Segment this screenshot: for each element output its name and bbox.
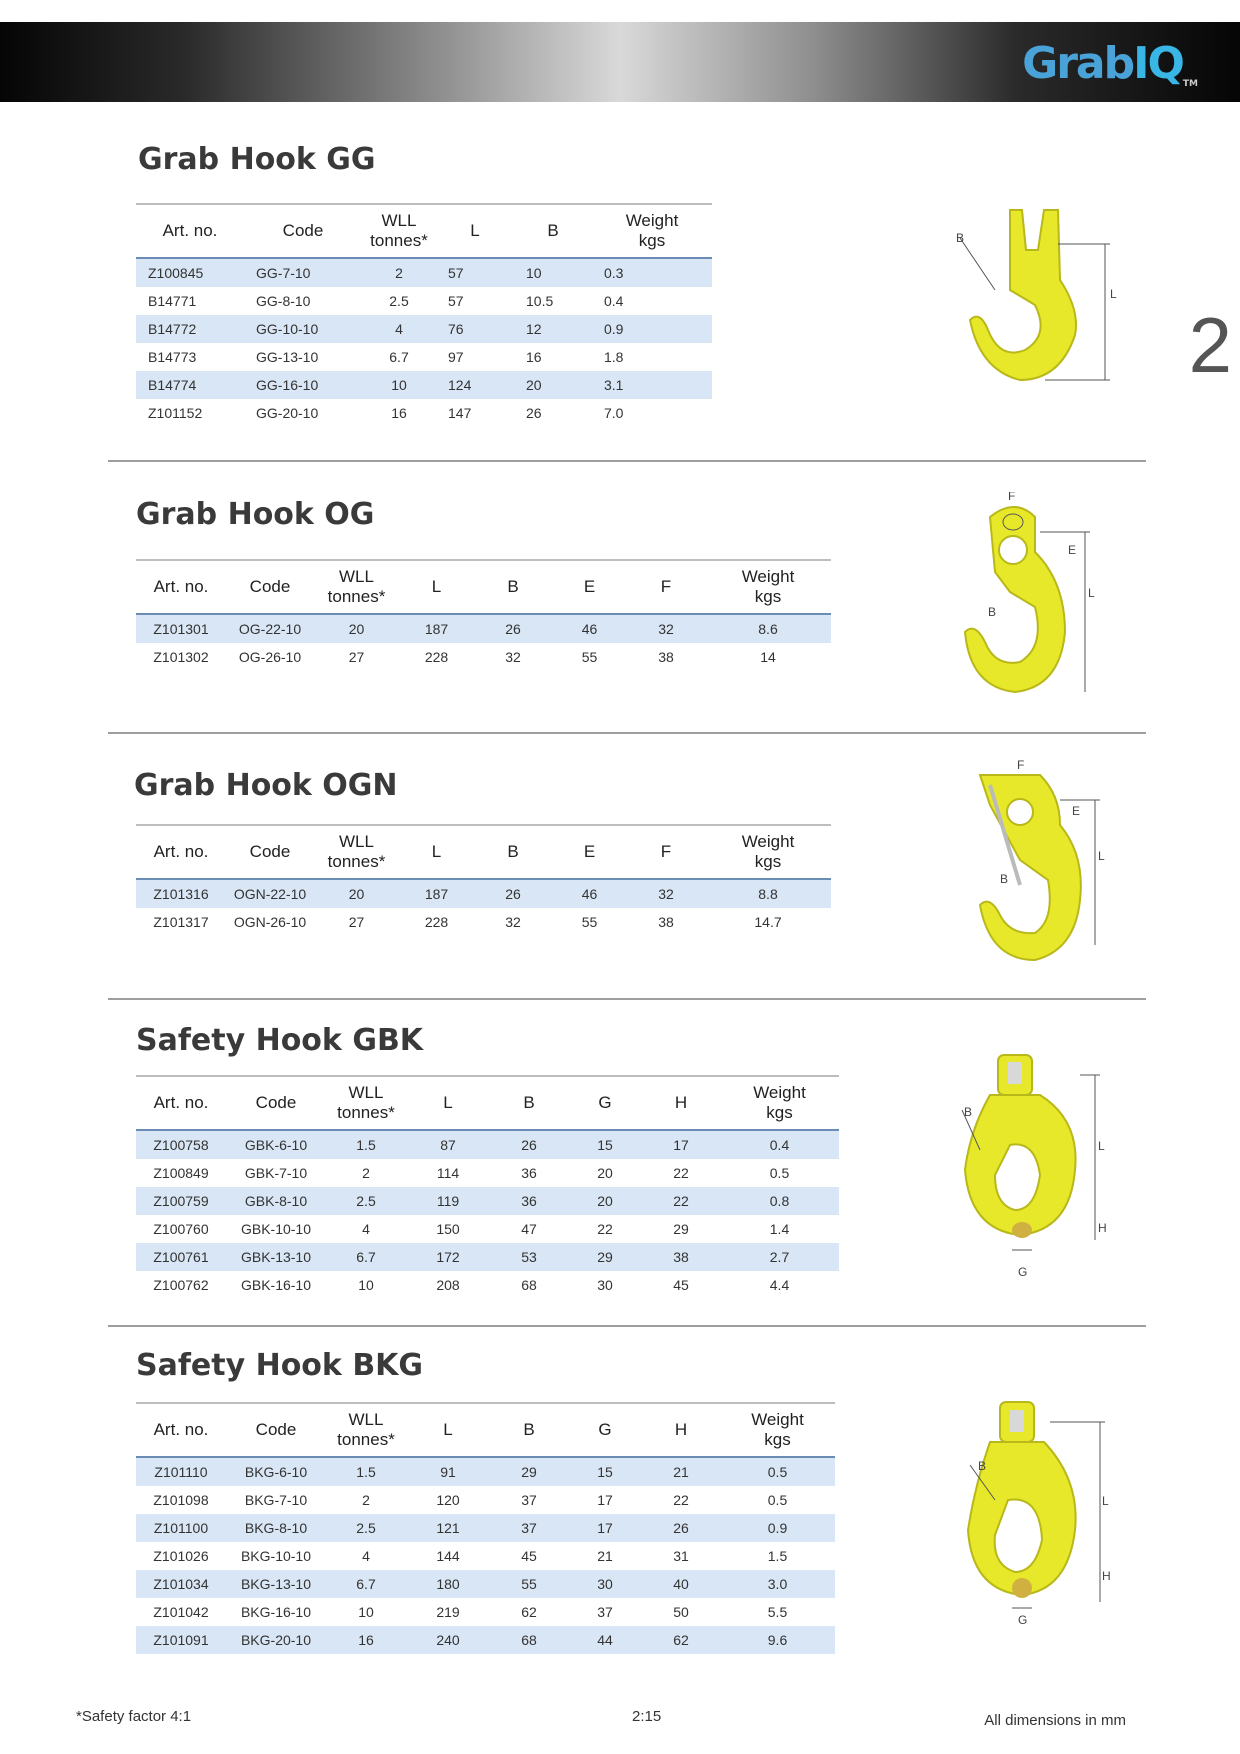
table-cell: 2 [362, 1492, 370, 1508]
section-title-ogn: Grab Hook OGN [134, 768, 398, 803]
table-cell: 21 [597, 1548, 613, 1564]
table-cell: 6.7 [389, 349, 409, 365]
table-cell: Z100845 [148, 265, 204, 281]
table-cell: 32 [658, 621, 674, 637]
column-header: B [507, 577, 519, 596]
table-row [136, 879, 831, 908]
table-cell: 62 [521, 1604, 537, 1620]
table-cell: 240 [436, 1632, 460, 1648]
table-cell: 30 [597, 1277, 613, 1293]
table-cell: OGN-26-10 [233, 914, 307, 930]
table-cell: 20 [348, 621, 365, 637]
table-cell: 0.5 [769, 1165, 790, 1181]
table-cell: OG-26-10 [238, 649, 302, 665]
column-header: G [598, 1093, 612, 1112]
table-cell: 0.9 [604, 321, 624, 337]
table-row [136, 614, 831, 643]
dim-label-e: E [1072, 804, 1081, 818]
table-cell: GG-20-10 [256, 405, 319, 421]
table-cell: 22 [673, 1165, 689, 1181]
table-cell: Z100759 [153, 1193, 209, 1209]
table-cell: 1.5 [356, 1464, 376, 1480]
table-cell: GBK-16-10 [240, 1277, 312, 1293]
dim-label-f: F [1017, 758, 1025, 772]
table-cell: BKG-6-10 [244, 1464, 308, 1480]
column-header: B [523, 1093, 535, 1112]
table-cell: 0.8 [769, 1193, 790, 1209]
table-cell: 37 [521, 1492, 537, 1508]
dim-label-l: L [1098, 1139, 1105, 1153]
table-cell: 46 [581, 886, 598, 902]
table-cell: 36 [521, 1165, 537, 1181]
section-title-og: Grab Hook OG [136, 497, 375, 532]
table-cell: 4 [395, 321, 403, 337]
table-cell: GBK-8-10 [244, 1193, 308, 1209]
table-cell: 187 [424, 886, 449, 902]
hook-illustration-bkg [950, 1390, 1130, 1630]
table-cell: 7.0 [604, 405, 624, 421]
table-cell: Z100762 [153, 1277, 209, 1293]
column-header: Weight kgs [751, 1410, 804, 1449]
column-header: B [507, 842, 519, 861]
section-divider [108, 732, 1146, 734]
table-row [136, 1570, 835, 1598]
hook-illustration-ogn [960, 755, 1120, 967]
column-header: Code [255, 1093, 297, 1112]
column-header: F [660, 577, 672, 596]
table-cell: 16 [358, 1632, 374, 1648]
dim-label-l: L [1110, 287, 1117, 301]
table-cell: 150 [436, 1221, 460, 1237]
section-divider [108, 998, 1146, 1000]
table-cell: 187 [424, 621, 449, 637]
table-cell: Z100760 [153, 1221, 209, 1237]
table-cell: 44 [597, 1632, 613, 1648]
dim-label-g: G [1018, 1265, 1028, 1279]
footer-page-number: 2:15 [632, 1708, 662, 1725]
table-cell: 53 [521, 1249, 537, 1265]
table-row [136, 643, 831, 671]
table-cell: 228 [424, 914, 449, 930]
section-divider [108, 1325, 1146, 1327]
table-cell: B14772 [148, 321, 197, 337]
dim-label-b: B [978, 1459, 987, 1473]
table-cell: 21 [673, 1464, 689, 1480]
table-cell: OG-22-10 [238, 621, 302, 637]
table-row [136, 1243, 839, 1271]
table-cell: 119 [436, 1193, 460, 1209]
table-row [136, 1215, 839, 1243]
table-cell: BKG-20-10 [240, 1632, 312, 1648]
table-cell: 27 [348, 914, 365, 930]
table-cell: 4 [362, 1221, 370, 1237]
column-header: Code [255, 1420, 297, 1439]
table-row [136, 1542, 835, 1570]
table-cell: 57 [448, 293, 464, 309]
spec-table-ogn [136, 824, 831, 936]
table-cell: 68 [521, 1277, 537, 1293]
column-header: Code [249, 842, 291, 861]
table-cell: Z101152 [148, 405, 203, 421]
hook-illustration-og [950, 492, 1110, 704]
dim-label-h: H [1102, 1569, 1111, 1583]
table-cell: BKG-10-10 [240, 1548, 312, 1564]
footer-dimensions-note: All dimensions in mm [984, 1712, 1126, 1729]
table-cell: 12 [526, 321, 542, 337]
table-header-row [136, 1076, 839, 1130]
dim-label-g: G [1018, 1613, 1028, 1627]
table-cell: 0.5 [767, 1492, 788, 1508]
spec-table-gbk [136, 1075, 839, 1299]
table-cell: 22 [673, 1492, 689, 1508]
table-row [136, 1271, 839, 1299]
table-cell: 50 [673, 1604, 689, 1620]
table-cell: 97 [448, 349, 464, 365]
column-header: H [674, 1420, 688, 1439]
brand-logo: GrabIQTM [1022, 38, 1198, 89]
table-cell: Z101098 [153, 1492, 209, 1508]
dim-label-h: H [1098, 1221, 1107, 1235]
table-cell: 87 [440, 1137, 456, 1153]
table-cell: 38 [673, 1249, 689, 1265]
table-cell: 180 [436, 1576, 460, 1592]
table-cell: 38 [658, 914, 674, 930]
table-cell: 10 [358, 1277, 374, 1293]
table-cell: GBK-13-10 [240, 1249, 312, 1265]
dim-label-f: F [1008, 492, 1016, 503]
table-cell: 2.5 [356, 1193, 376, 1209]
table-cell: 47 [521, 1221, 537, 1237]
table-cell: GBK-10-10 [240, 1221, 312, 1237]
section-divider [108, 460, 1146, 462]
table-cell: 15 [597, 1137, 613, 1153]
table-cell: 172 [436, 1249, 460, 1265]
table-cell: 2.5 [356, 1520, 376, 1536]
table-cell: 0.9 [767, 1520, 788, 1536]
table-cell: GG-8-10 [256, 293, 311, 309]
table-cell: 2 [395, 265, 403, 281]
column-header: Art. no. [153, 1420, 209, 1439]
column-header: Art. no. [153, 842, 209, 861]
table-cell: 0.4 [769, 1137, 790, 1153]
table-cell: 0.5 [767, 1464, 788, 1480]
table-header-row [136, 825, 831, 879]
column-header: Art. no. [153, 1093, 209, 1112]
column-header: WLL tonnes* [370, 211, 428, 250]
dim-label-l: L [1088, 586, 1095, 600]
table-cell: 40 [673, 1576, 689, 1592]
table-cell: 4.4 [769, 1277, 790, 1293]
table-cell: 31 [673, 1548, 689, 1564]
table-cell: 91 [440, 1464, 456, 1480]
table-cell: Z100849 [153, 1165, 209, 1181]
column-header: WLL tonnes* [327, 832, 386, 871]
table-cell: 32 [505, 914, 521, 930]
table-cell: 55 [581, 649, 598, 665]
table-cell: 32 [658, 886, 674, 902]
table-cell: Z101316 [153, 886, 209, 902]
column-header: Weight kgs [753, 1083, 806, 1122]
table-cell: OGN-22-10 [233, 886, 307, 902]
spec-table-og [136, 559, 831, 671]
table-cell: 208 [436, 1277, 460, 1293]
table-cell: 15 [597, 1464, 613, 1480]
column-header: WLL tonnes* [327, 567, 386, 606]
table-cell: 8.8 [758, 886, 778, 902]
table-row [136, 1598, 835, 1626]
table-cell: 6.7 [356, 1576, 376, 1592]
table-cell: 45 [673, 1277, 689, 1293]
table-cell: 8.6 [758, 621, 778, 637]
column-header: E [583, 577, 596, 596]
table-cell: 10 [358, 1604, 374, 1620]
table-cell: BKG-13-10 [240, 1576, 312, 1592]
dim-label-e: E [1068, 543, 1077, 557]
table-row [136, 287, 712, 315]
table-row [136, 1187, 839, 1215]
table-cell: BKG-7-10 [244, 1492, 308, 1508]
table-cell: 20 [526, 377, 542, 393]
table-cell: Z101302 [153, 649, 209, 665]
table-cell: 1.5 [356, 1137, 376, 1153]
table-row [136, 1130, 839, 1159]
table-cell: B14771 [148, 293, 197, 309]
table-cell: 20 [597, 1165, 613, 1181]
table-cell: 68 [521, 1632, 537, 1648]
table-cell: 2 [362, 1165, 370, 1181]
column-header: L [431, 577, 442, 596]
table-cell: 3.1 [604, 377, 624, 393]
table-cell: 10 [526, 265, 542, 281]
table-cell: Z101034 [153, 1576, 209, 1592]
table-cell: 26 [521, 1137, 537, 1153]
table-cell: Z100761 [153, 1249, 209, 1265]
table-cell: 14 [760, 649, 776, 665]
column-header: Art. no. [153, 577, 209, 596]
table-cell: 6.7 [356, 1249, 376, 1265]
hook-illustration-gbk [950, 1050, 1130, 1282]
table-cell: 0.3 [604, 265, 624, 281]
table-cell: 57 [448, 265, 464, 281]
table-cell: GBK-7-10 [244, 1165, 308, 1181]
table-cell: 17 [597, 1492, 613, 1508]
column-header: L [443, 1420, 453, 1439]
table-cell: 27 [348, 649, 365, 665]
table-cell: 0.4 [604, 293, 624, 309]
column-header: L [431, 842, 442, 861]
table-cell: 2.5 [389, 293, 409, 309]
table-cell: 4 [362, 1548, 370, 1564]
column-header: Weight kgs [741, 832, 795, 871]
dim-label-b: B [956, 231, 965, 245]
section-title-gbk: Safety Hook GBK [136, 1023, 424, 1058]
table-cell: 17 [673, 1137, 689, 1153]
table-cell: 124 [448, 377, 472, 393]
table-cell: Z101301 [153, 621, 209, 637]
table-cell: 10 [391, 377, 407, 393]
table-cell: GG-10-10 [256, 321, 319, 337]
table-cell: 10.5 [526, 293, 554, 309]
table-cell: 22 [597, 1221, 613, 1237]
column-header: WLL tonnes* [337, 1083, 395, 1122]
table-cell: B14774 [148, 377, 197, 393]
table-row [136, 1457, 835, 1486]
footer-safety-factor: *Safety factor 4:1 [76, 1708, 192, 1725]
table-cell: B14773 [148, 349, 197, 365]
spec-table-gg [136, 203, 712, 427]
table-row [136, 908, 831, 936]
table-row [136, 315, 712, 343]
table-cell: 17 [597, 1520, 613, 1536]
section-title-bkg: Safety Hook BKG [136, 1348, 424, 1383]
dim-label-l: L [1102, 1494, 1109, 1508]
column-header: L [470, 221, 480, 240]
table-header-row [136, 1403, 835, 1457]
column-header: L [443, 1093, 453, 1112]
table-cell: 26 [526, 405, 542, 421]
table-cell: 1.5 [767, 1548, 788, 1564]
table-cell: 2.7 [769, 1249, 790, 1265]
table-cell: 55 [581, 914, 598, 930]
table-cell: 144 [436, 1548, 460, 1564]
table-cell: Z101100 [153, 1520, 209, 1536]
table-cell: 3.0 [767, 1576, 788, 1592]
table-cell: 29 [521, 1464, 537, 1480]
hook-illustration-gg [940, 200, 1140, 400]
table-cell: 147 [448, 405, 472, 421]
table-cell: 121 [436, 1520, 460, 1536]
table-cell: 26 [673, 1520, 689, 1536]
table-cell: 76 [448, 321, 464, 337]
column-header: Art. no. [162, 221, 218, 240]
table-cell: Z101091 [153, 1632, 209, 1648]
dim-label-b: B [988, 605, 997, 619]
column-header: B [547, 221, 559, 240]
column-header: Weight kgs [741, 567, 795, 606]
table-row [136, 399, 712, 427]
table-cell: 9.6 [767, 1632, 788, 1648]
table-cell: 55 [521, 1576, 537, 1592]
column-header: G [598, 1420, 612, 1439]
table-cell: Z101317 [153, 914, 209, 930]
table-cell: 30 [597, 1576, 613, 1592]
table-cell: Z101042 [153, 1604, 209, 1620]
column-header: Code [282, 221, 324, 240]
table-cell: 38 [658, 649, 674, 665]
column-header: B [523, 1420, 535, 1439]
table-cell: 29 [673, 1221, 689, 1237]
table-cell: 228 [424, 649, 449, 665]
table-header-row [136, 204, 712, 258]
column-header: H [674, 1093, 688, 1112]
table-row [136, 1486, 835, 1514]
table-row [136, 371, 712, 399]
table-cell: 36 [521, 1193, 537, 1209]
spec-table-bkg [136, 1402, 835, 1654]
dim-label-b: B [964, 1105, 973, 1119]
table-cell: 37 [521, 1520, 537, 1536]
header-bar [0, 22, 1240, 102]
table-cell: 1.4 [769, 1221, 790, 1237]
table-row [136, 258, 712, 287]
column-header: WLL tonnes* [337, 1410, 395, 1449]
column-header: E [583, 842, 596, 861]
table-cell: 20 [597, 1193, 613, 1209]
section-title-gg: Grab Hook GG [138, 142, 376, 177]
table-cell: 14.7 [754, 914, 782, 930]
column-header: Weight kgs [625, 211, 679, 250]
table-cell: 45 [521, 1548, 537, 1564]
chapter-number: 2 [1188, 301, 1232, 389]
table-cell: 62 [673, 1632, 689, 1648]
table-cell: 1.8 [604, 349, 624, 365]
table-row [136, 343, 712, 371]
table-row [136, 1159, 839, 1187]
column-header: F [660, 842, 672, 861]
table-cell: 26 [505, 886, 521, 902]
table-cell: 29 [597, 1249, 613, 1265]
table-header-row [136, 560, 831, 614]
table-cell: 16 [526, 349, 542, 365]
table-cell: Z101110 [154, 1464, 208, 1480]
table-cell: 5.5 [767, 1604, 788, 1620]
table-cell: GG-16-10 [256, 377, 319, 393]
table-row [136, 1514, 835, 1542]
table-cell: 120 [436, 1492, 460, 1508]
table-cell: 32 [505, 649, 521, 665]
table-cell: 26 [505, 621, 521, 637]
table-cell: 37 [597, 1604, 613, 1620]
table-cell: Z101026 [153, 1548, 209, 1564]
table-cell: 219 [436, 1604, 460, 1620]
table-cell: GBK-6-10 [244, 1137, 308, 1153]
table-cell: 16 [391, 405, 407, 421]
table-cell: 22 [673, 1193, 689, 1209]
table-row [136, 1626, 835, 1654]
table-cell: 114 [436, 1165, 460, 1181]
table-cell: 46 [581, 621, 598, 637]
dim-label-b: B [1000, 872, 1009, 886]
column-header: Code [249, 577, 291, 596]
table-cell: BKG-8-10 [244, 1520, 308, 1536]
table-cell: 20 [348, 886, 365, 902]
table-cell: GG-7-10 [256, 265, 311, 281]
dim-label-l: L [1098, 849, 1105, 863]
table-cell: BKG-16-10 [240, 1604, 312, 1620]
table-cell: GG-13-10 [256, 349, 319, 365]
table-cell: Z100758 [153, 1137, 209, 1153]
